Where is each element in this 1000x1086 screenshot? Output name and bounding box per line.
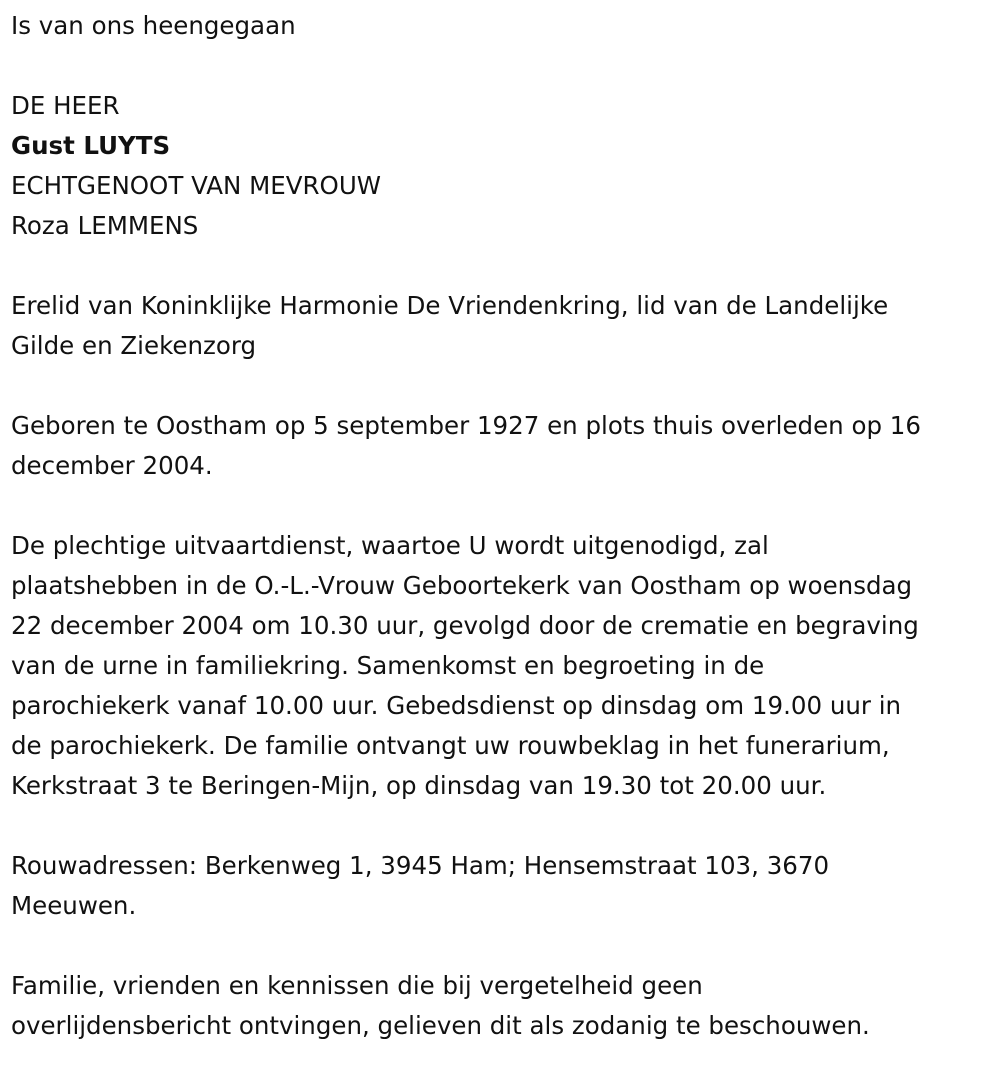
memberships-paragraph [11,286,996,366]
spacer [11,246,996,286]
spacer [11,806,996,846]
spacer [11,366,996,406]
addresses-paragraph [11,846,996,926]
intro-text: Is van ons heengegaan [11,11,296,40]
salutation: DE HEER [11,91,120,120]
birth-death-paragraph [11,406,996,486]
service-paragraph [11,526,996,806]
paragraph-line: Rouwadressen: Berkenweg 1, 3945 Ham; Hensemstraat 103, 3670 [11,851,830,880]
paragraph-line: plaatshebben in de O.-L.-Vrouw Geboortekerk van Oostham op woensdag [11,571,913,600]
paragraph-line: Familie, vrienden en kennissen die bij vergetelheid geen [11,971,703,1000]
paragraph-line: de parochiekerk. De familie ontvangt uw rouwbeklag in het funerarium, [11,731,890,760]
paragraph-line: overlijdensbericht ontvingen, gelieven dit als zodanig te beschouwen. [11,1011,870,1040]
paragraph-line: parochiekerk vanaf 10.00 uur. Gebedsdienst op dinsdag om 19.00 uur in [11,691,902,720]
closing-paragraph [11,966,996,1046]
paragraph-line: De plechtige uitvaartdienst, waartoe U wordt uitgenodigd, zal [11,531,769,560]
paragraph-line: december 2004. [11,451,213,480]
paragraph-line: Kerkstraat 3 te Beringen-Mijn, op dinsdag van 19.30 tot 20.00 uur. [11,771,827,800]
death-notice [11,6,996,1046]
spouse-label: ECHTGENOOT VAN MEVROUW [11,171,382,200]
paragraph-line: Geboren te Oostham op 5 september 1927 en plots thuis overleden op 16 [11,411,921,440]
paragraph-line: van de urne in familiekring. Samenkomst en begroeting in de [11,651,765,680]
spacer [11,926,996,966]
spacer [11,46,996,86]
deceased-name: Gust LUYTS [11,131,171,160]
paragraph-line: Gilde en Ziekenzorg [11,331,257,360]
spacer [11,486,996,526]
paragraph-line: Meeuwen. [11,891,137,920]
spouse-name: Roza LEMMENS [11,211,199,240]
paragraph-line: 22 december 2004 om 10.30 uur, gevolgd door de crematie en begraving [11,611,919,640]
paragraph-line: Erelid van Koninklijke Harmonie De Vriendenkring, lid van de Landelijke [11,291,889,320]
